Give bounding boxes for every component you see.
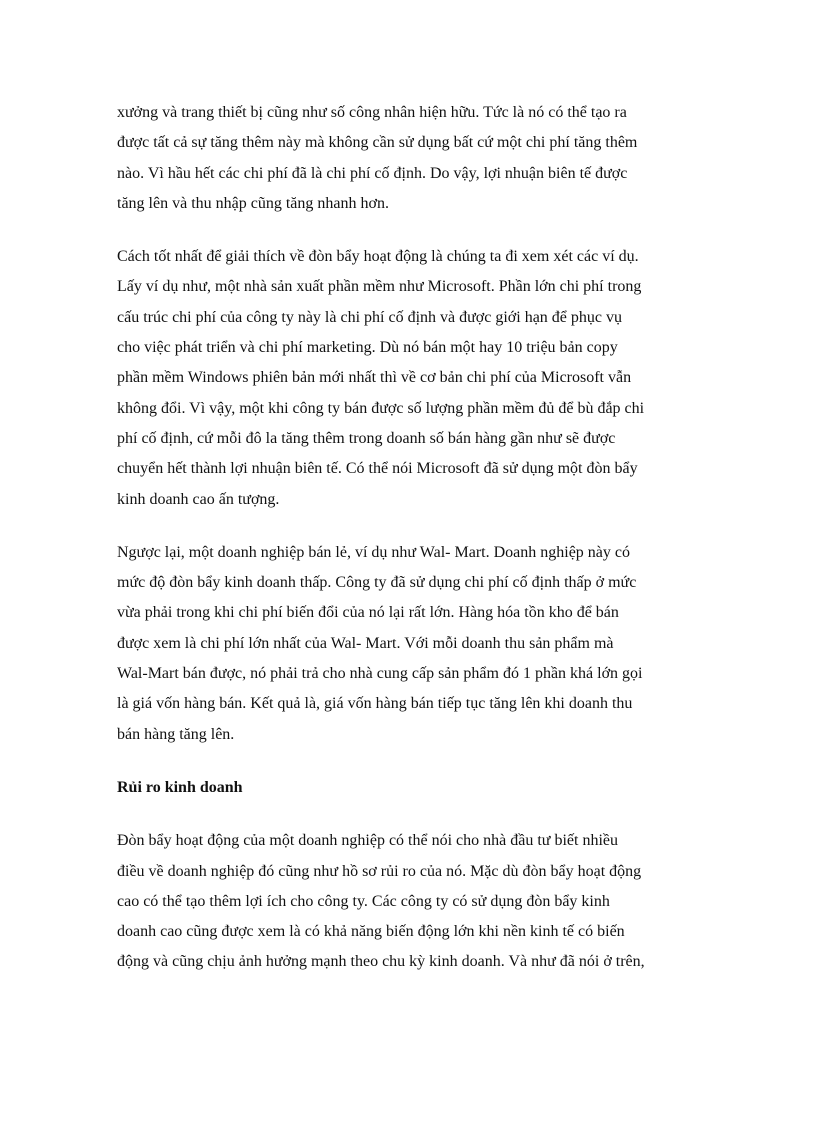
paragraph-2 bbox=[117, 242, 702, 515]
text-line: cho việc phát triển và chi phí marketing. Dù nó bán một hay 10 triệu bản copy bbox=[117, 339, 618, 357]
text-line: tăng lên và thu nhập cũng tăng nhanh hơn. bbox=[117, 194, 389, 212]
paragraph-4 bbox=[117, 826, 702, 977]
paragraph-3 bbox=[117, 538, 702, 750]
section-heading: Rủi ro kinh doanh bbox=[117, 778, 243, 796]
text-line: Cách tốt nhất để giải thích về đòn bẩy hoạt động là chúng ta đi xem xét các ví dụ. bbox=[117, 248, 639, 266]
text-line: doanh cao cũng được xem là có khả năng biến động lớn khi nền kinh tế có biến bbox=[117, 923, 625, 941]
paragraph-1 bbox=[117, 98, 702, 219]
text-line: là giá vốn hàng bán. Kết quả là, giá vốn hàng bán tiếp tục tăng lên khi doanh thu bbox=[117, 695, 633, 713]
text-line: động và cũng chịu ảnh hưởng mạnh theo chu kỳ kinh doanh. Và như đã nói ở trên, bbox=[117, 953, 645, 971]
text-line: chuyển hết thành lợi nhuận biên tế. Có thể nói Microsoft đã sử dụng một đòn bẩy bbox=[117, 460, 638, 478]
text-line: xưởng và trang thiết bị cũng như số công nhân hiện hữu. Tức là nó có thể tạo ra bbox=[117, 104, 627, 121]
text-line: phí cố định, cứ mỗi đô la tăng thêm trong doanh số bán hàng gần như sẽ được bbox=[117, 429, 616, 447]
text-line: Lấy ví dụ như, một nhà sản xuất phần mềm như Microsoft. Phần lớn chi phí trong bbox=[117, 278, 642, 296]
text-line: Ngược lại, một doanh nghiệp bán lẻ, ví dụ như Wal- Mart. Doanh nghiệp này có bbox=[117, 543, 630, 561]
document-body bbox=[117, 98, 702, 1001]
text-line: được tất cả sự tăng thêm này mà không cần sử dụng bất cứ một chi phí tăng thêm bbox=[117, 134, 638, 152]
text-line: cấu trúc chi phí của công ty này là chi phí cố định và được giới hạn để phục vụ bbox=[117, 308, 622, 326]
text-line: kinh doanh cao ấn tượng. bbox=[117, 490, 280, 508]
text-line: Đòn bẩy hoạt động của một doanh nghiệp có thể nói cho nhà đầu tư biết nhiều bbox=[117, 832, 618, 850]
text-line: bán hàng tăng lên. bbox=[117, 725, 235, 743]
text-line: mức độ đòn bẩy kinh doanh thấp. Công ty đã sử dụng chi phí cố định thấp ở mức bbox=[117, 574, 637, 592]
text-line: không đổi. Vì vậy, một khi công ty bán được số lượng phần mềm đủ để bù đắp chi bbox=[117, 399, 645, 417]
text-line: phần mềm Windows phiên bản mới nhất thì về cơ bản chi phí của Microsoft vẫn bbox=[117, 369, 632, 387]
text-line: nào. Vì hầu hết các chi phí đã là chi phí cố định. Do vậy, lợi nhuận biên tế được bbox=[117, 164, 628, 182]
text-line: vừa phải trong khi chi phí biến đổi của nó lại rất lớn. Hàng hóa tồn kho để bán bbox=[117, 604, 619, 622]
text-line: điều về doanh nghiệp đó cũng như hồ sơ rủi ro của nó. Mặc dù đòn bẩy hoạt động bbox=[117, 862, 642, 880]
text-line: được xem là chi phí lớn nhất của Wal- Mart. Với mỗi doanh thu sản phẩm mà bbox=[117, 634, 614, 652]
text-line: Wal-Mart bán được, nó phải trả cho nhà cung cấp sản phẩm đó 1 phần khá lớn gọi bbox=[117, 665, 643, 683]
text-line: cao có thể tạo thêm lợi ích cho công ty. Các công ty có sử dụng đòn bẩy kinh bbox=[117, 892, 610, 910]
